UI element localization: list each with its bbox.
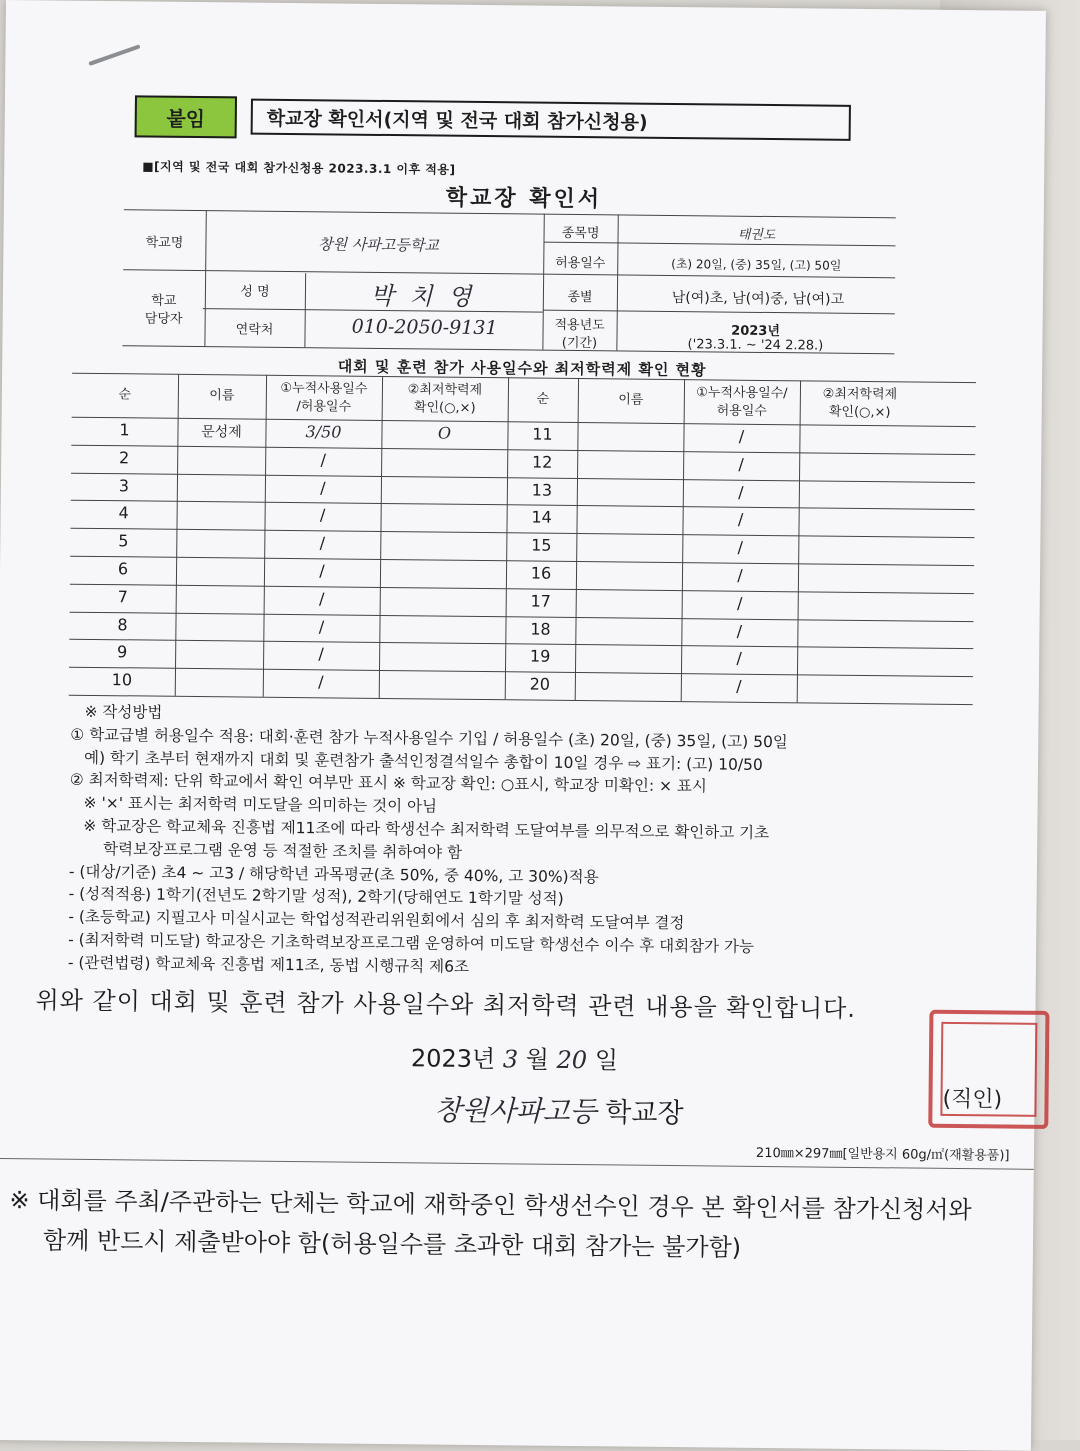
signature-date bbox=[411, 1038, 618, 1075]
table-cell-no: 19 bbox=[529, 646, 551, 667]
table-cell-name bbox=[176, 615, 264, 616]
header-row bbox=[135, 93, 855, 149]
table-cell-no: 9 bbox=[116, 642, 128, 662]
table-cell-no: 2 bbox=[119, 448, 130, 468]
instruction-line: ① 학교급별 허용일수 적용: 대회·훈련 참가 누적사용일수 기입 / 허용일수 (초) 20일, (중) 35일, (고) 50일 bbox=[70, 725, 788, 752]
principal-title: 학교장 bbox=[605, 1097, 684, 1130]
table-cell-no: 8 bbox=[117, 614, 128, 634]
table-cell-name bbox=[577, 508, 683, 509]
table-cell-name bbox=[577, 481, 683, 482]
table-cell-days: / bbox=[319, 561, 325, 581]
table-cell-days: / bbox=[318, 644, 324, 664]
event-value: 태권도 bbox=[737, 227, 776, 244]
table-cell-no: 16 bbox=[530, 563, 552, 583]
table-cell-min bbox=[799, 511, 919, 512]
table-cell-name bbox=[575, 647, 681, 648]
table-cell-min bbox=[798, 594, 918, 595]
principal-signature bbox=[434, 1089, 684, 1132]
table-cell-no: 4 bbox=[118, 503, 129, 523]
header-days-left-1: ①누적사용일수 bbox=[280, 380, 368, 397]
document-title: 학교장 확인서 bbox=[445, 185, 603, 213]
table-cell-no: 7 bbox=[117, 586, 128, 607]
table-cell-min bbox=[380, 618, 506, 619]
table-cell-days: / bbox=[736, 593, 743, 613]
table-cell-days: / bbox=[738, 482, 744, 502]
table-cell-min bbox=[381, 479, 507, 480]
table-cell-name bbox=[576, 536, 682, 537]
usage-table bbox=[69, 373, 976, 704]
instruction-line: 학력보장프로그램 운영 등 적절한 조치를 취하여야 함 bbox=[103, 839, 463, 862]
year-label-1: 적용년도 bbox=[554, 317, 605, 334]
table-cell-days: / bbox=[318, 672, 324, 692]
table-cell-name bbox=[177, 476, 265, 477]
table-cell-name bbox=[578, 425, 684, 426]
staple bbox=[88, 44, 140, 66]
table-cell-min bbox=[381, 451, 507, 452]
staff-label-1: 학교 bbox=[151, 293, 177, 309]
instruction-line: ※ '×' 표시는 최저학력 미도달을 의미하는 것이 아님 bbox=[83, 794, 438, 816]
info-section bbox=[122, 209, 895, 357]
instruction-line: 예) 학기 초부터 현재까지 대회 및 훈련참가 출석인정결석일수 총합이 10일 경우 ⇨ 표기: (고) 10/50 bbox=[83, 748, 763, 774]
table-cell-min bbox=[381, 506, 507, 507]
table-cell-name bbox=[176, 532, 264, 533]
table-cell-no: 1 bbox=[119, 420, 130, 440]
table-cell-no: 10 bbox=[111, 670, 133, 690]
table-cell-name bbox=[175, 671, 263, 672]
table-cell-days: / bbox=[318, 589, 325, 609]
table-cell-no: 3 bbox=[118, 475, 130, 495]
header-days-right-2: 허용일수 bbox=[716, 403, 767, 419]
date-day: 20 bbox=[556, 1045, 588, 1075]
table-cell-name bbox=[177, 449, 265, 450]
name-label: 성 명 bbox=[240, 284, 270, 300]
period-value: ('23.3.1. ~ '24 2.28.) bbox=[687, 337, 824, 354]
table-cell-name bbox=[576, 592, 682, 593]
table-cell-min bbox=[797, 678, 917, 679]
date-month-unit: 월 bbox=[525, 1045, 550, 1074]
instruction-line: - (대상/기준) 초4 ~ 고3 / 해당학년 과목평균(초 50%, 중 40%, 고 30%)적용 bbox=[68, 862, 599, 886]
table-cell-name bbox=[175, 643, 263, 644]
table-cell-min bbox=[798, 539, 918, 540]
table-cell-min bbox=[798, 566, 918, 567]
table-cell-min bbox=[380, 590, 506, 591]
table-cell-name bbox=[577, 453, 683, 454]
table-cell-min bbox=[380, 562, 506, 563]
table-cell-no: 11 bbox=[532, 424, 553, 444]
table-cell-days: / bbox=[320, 477, 326, 497]
category-label: 종별 bbox=[567, 289, 593, 306]
header-min-right-2: 확인(○,×) bbox=[828, 404, 891, 421]
table-cell-name bbox=[176, 560, 264, 561]
table-cell-days: / bbox=[737, 537, 744, 557]
table-cell-days: / bbox=[319, 505, 326, 525]
table-cell-name: 문성제 bbox=[201, 424, 242, 441]
table-cell-no: 12 bbox=[531, 452, 553, 472]
table-cell-no: 13 bbox=[531, 480, 553, 500]
table-cell-days: / bbox=[737, 565, 743, 585]
table-cell-days: / bbox=[319, 533, 326, 553]
instruction-line: - (최저학력 미도달) 학교장은 기초학력보장프로그램 운영하여 미도달 학생선수 이수 후 대회참가 가능 bbox=[68, 930, 755, 956]
table-cell-name bbox=[177, 504, 265, 505]
table-cell-days: / bbox=[736, 676, 742, 696]
school-handwritten: 창원사파고등 bbox=[434, 1093, 597, 1129]
header-days-left-2: /허용일수 bbox=[296, 399, 352, 415]
confirmation-text: 위와 같이 대회 및 훈련 참가 사용일수와 최저학력 관련 내용을 확인합니다. bbox=[35, 986, 857, 1023]
table-cell-no: 20 bbox=[529, 674, 551, 694]
header-name-right: 이름 bbox=[618, 392, 644, 408]
table-cell-min bbox=[799, 483, 919, 484]
category-value: 남(여)초, 남(여)중, 남(여)고 bbox=[671, 289, 845, 308]
table-title: 대회 및 훈련 참가 사용일수와 최저학력제 확인 현황 bbox=[337, 357, 707, 380]
instruction-line: ② 최저학력제: 단위 학교에서 확인 여부만 표시 ※ 학교장 확인: ○표시, 학교장 미확인: × 표시 bbox=[69, 771, 707, 796]
table-cell-name bbox=[575, 675, 681, 676]
school-value: 창원 사파고등학교 bbox=[318, 235, 439, 255]
header-no-right: 순 bbox=[536, 391, 550, 407]
table-cell-min bbox=[799, 455, 919, 456]
table-cell-no: 6 bbox=[117, 559, 129, 579]
event-label: 종목명 bbox=[561, 225, 600, 242]
instruction-line: - (성적적용) 1학기(전년도 2학기말 성적), 2학기(당해연도 1학기말 성적) bbox=[68, 885, 564, 909]
table-cell-min bbox=[798, 622, 918, 623]
instructions bbox=[58, 701, 1011, 984]
table-cell-min: O bbox=[437, 423, 452, 443]
instruction-line: ※ 작성방법 bbox=[84, 702, 163, 722]
seal-label: (직인) bbox=[942, 1086, 1003, 1113]
table-cell-name bbox=[576, 620, 682, 621]
table-cell-days: / bbox=[737, 510, 744, 530]
date-year: 2023년 bbox=[410, 1044, 496, 1074]
paper-spec: 210㎜×297㎜[일반용지 60g/㎡(재활용품)] bbox=[755, 1145, 1010, 1164]
table-cell-days: / bbox=[736, 649, 742, 669]
table-cell-no: 14 bbox=[531, 507, 552, 528]
name-value: 박 치 영 bbox=[370, 281, 476, 311]
table-cell-days: / bbox=[318, 616, 325, 636]
contact-value: 010-2050-9131 bbox=[351, 315, 498, 340]
table-cell-days: / bbox=[738, 454, 744, 474]
bottom-note bbox=[9, 1180, 972, 1270]
header-min-right-1: ②최저학력제 bbox=[822, 386, 898, 403]
year-label-2: (기간) bbox=[561, 335, 598, 352]
allowed-days-label: 허용일수 bbox=[555, 255, 606, 272]
date-day-unit: 일 bbox=[594, 1046, 619, 1075]
allowed-days-value: (초) 20일, (중) 35일, (고) 50일 bbox=[671, 256, 842, 273]
table-cell-name bbox=[576, 564, 682, 565]
date-month: 3 bbox=[502, 1045, 519, 1074]
table-cell-no: 5 bbox=[118, 531, 129, 551]
header-days-right-1: ①누적사용일수/ bbox=[696, 385, 788, 402]
table-cell-days: / bbox=[320, 450, 326, 470]
contact-label: 연락처 bbox=[235, 322, 274, 338]
table-cell-min bbox=[380, 534, 506, 535]
table-cell-days: / bbox=[736, 621, 743, 641]
bottom-note-line: ※ 대회를 주최/주관하는 단체는 학교에 재학중인 학생선수인 경우 본 확인서를 참가신청서와 bbox=[9, 1186, 972, 1225]
table-cell-no: 18 bbox=[530, 619, 551, 639]
table-cell-no: 15 bbox=[531, 535, 552, 555]
table-cell-no: 17 bbox=[530, 591, 552, 611]
school-label: 학교명 bbox=[145, 235, 184, 251]
table-cell-name bbox=[176, 588, 264, 589]
bottom-note-line: 함께 반드시 제출받아야 함(허용일수를 초과한 대회 참가는 불가함) bbox=[42, 1226, 742, 1262]
header-no-left: 순 bbox=[118, 387, 132, 403]
instruction-line: ※ 학교장은 학교체육 진흥법 제11조에 따라 학생선수 최저학력 도달여부를 의무적으로 확인하고 기초 bbox=[83, 816, 770, 843]
table-cell-days: / bbox=[738, 426, 745, 446]
table-cell-min bbox=[797, 650, 917, 651]
instruction-line: - (초등학교) 지필고사 미실시교는 학업성적관리위원회에서 심의 후 최저학력 도달여부 결정 bbox=[68, 907, 685, 933]
header-name-left: 이름 bbox=[209, 388, 235, 404]
applicability-note: ■[지역 및 전국 대회 참가신청용 2023.3.1 이후 적용] bbox=[142, 159, 456, 177]
table-cell-min bbox=[379, 673, 505, 674]
header-title-box: 학교장 확인서(지역 및 전국 대회 참가신청용) bbox=[251, 99, 851, 141]
header-min-left-1: ②최저학력제 bbox=[407, 382, 483, 399]
table-cell-days: 3/50 bbox=[305, 422, 342, 442]
attachment-badge: 붙임 bbox=[135, 95, 237, 138]
instruction-line: - (관련법령) 학교체육 진흥법 제11조, 동법 시행규칙 제6조 bbox=[67, 953, 470, 976]
table-cell-min bbox=[800, 427, 920, 428]
staff-label-2: 담당자 bbox=[144, 311, 183, 327]
year-value: 2023년 bbox=[731, 323, 781, 340]
table-cell-min bbox=[379, 645, 505, 646]
header-min-left-2: 확인(○,×) bbox=[413, 400, 476, 416]
